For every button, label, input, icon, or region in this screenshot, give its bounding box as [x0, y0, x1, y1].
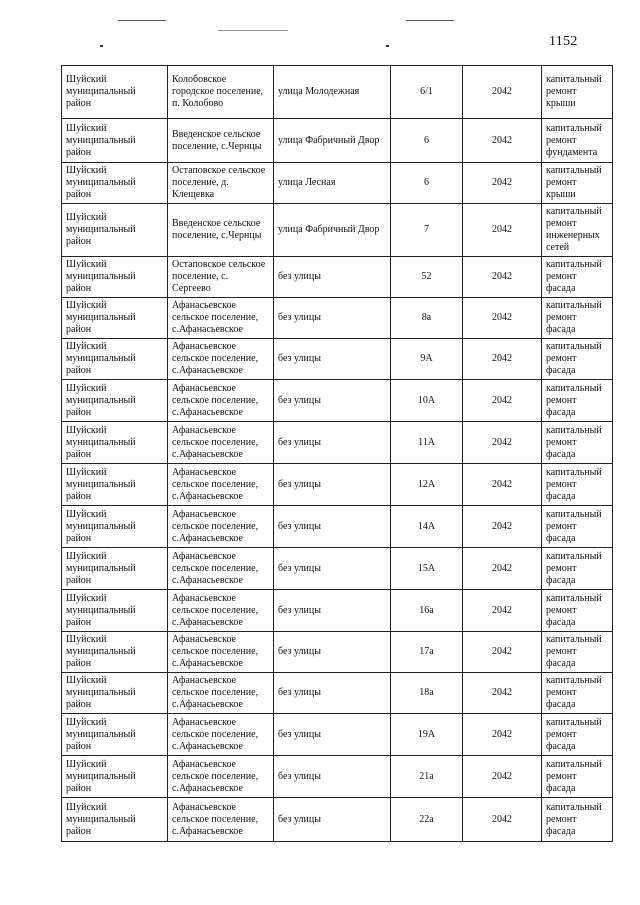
house-cell: 22а	[391, 798, 463, 842]
table-row	[62, 464, 613, 506]
work-cell: капитальный ремонт фасада	[542, 756, 613, 798]
table-row	[62, 548, 613, 590]
district-cell: Шуйский муниципальный район	[62, 714, 168, 756]
year-cell: 2042	[463, 298, 542, 339]
work-cell: капитальный ремонт фундамента	[542, 119, 613, 163]
street-cell: без улицы	[274, 798, 391, 842]
district-cell: Шуйский муниципальный район	[62, 798, 168, 842]
street-cell: без улицы	[274, 590, 391, 632]
work-cell: капитальный ремонт фасада	[542, 673, 613, 714]
table-row	[62, 590, 613, 632]
street-cell: без улицы	[274, 714, 391, 756]
settlement-cell: Афанасьевское сельское поселение, с.Афанасьевское	[168, 298, 274, 339]
street-cell: улица Лесная	[274, 163, 391, 204]
year-cell: 2042	[463, 119, 542, 163]
street-cell: без улицы	[274, 673, 391, 714]
settlement-cell: Афанасьевское сельское поселение, с.Афанасьевское	[168, 464, 274, 506]
table-row	[62, 714, 613, 756]
street-cell: без улицы	[274, 422, 391, 464]
street-cell: улица Молодежная	[274, 66, 391, 119]
table-row	[62, 163, 613, 204]
settlement-cell: Остаповское сельское поселение, с. Сергеево	[168, 257, 274, 298]
work-cell: капитальный ремонт крыши	[542, 66, 613, 119]
settlement-cell: Афанасьевское сельское поселение, с.Афанасьевское	[168, 590, 274, 632]
work-cell: капитальный ремонт инженерных сетей	[542, 204, 613, 257]
district-cell: Шуйский муниципальный район	[62, 422, 168, 464]
street-cell: без улицы	[274, 632, 391, 673]
year-cell: 2042	[463, 204, 542, 257]
street-cell: без улицы	[274, 257, 391, 298]
street-cell: без улицы	[274, 756, 391, 798]
district-cell: Шуйский муниципальный район	[62, 380, 168, 422]
street-cell: без улицы	[274, 548, 391, 590]
table-row	[62, 506, 613, 548]
district-cell: Шуйский муниципальный район	[62, 756, 168, 798]
work-cell: капитальный ремонт фасада	[542, 464, 613, 506]
table-row	[62, 673, 613, 714]
house-cell: 18а	[391, 673, 463, 714]
house-cell: 15А	[391, 548, 463, 590]
work-cell: капитальный ремонт фасада	[542, 257, 613, 298]
street-cell: улица Фабричный Двор	[274, 119, 391, 163]
year-cell: 2042	[463, 673, 542, 714]
house-cell: 7	[391, 204, 463, 257]
settlement-cell: Введенское сельское поселение, с.Чернцы	[168, 204, 274, 257]
house-cell: 6	[391, 119, 463, 163]
table-row	[62, 339, 613, 380]
street-cell: улица Фабричный Двор	[274, 204, 391, 257]
district-cell: Шуйский муниципальный район	[62, 506, 168, 548]
work-cell: капитальный ремонт крыши	[542, 163, 613, 204]
year-cell: 2042	[463, 339, 542, 380]
year-cell: 2042	[463, 632, 542, 673]
table-row	[62, 119, 613, 163]
work-cell: капитальный ремонт фасада	[542, 632, 613, 673]
year-cell: 2042	[463, 380, 542, 422]
settlement-cell: Афанасьевское сельское поселение, с.Афанасьевское	[168, 756, 274, 798]
settlement-cell: Афанасьевское сельское поселение, с.Афанасьевское	[168, 422, 274, 464]
street-cell: без улицы	[274, 380, 391, 422]
district-cell: Шуйский муниципальный район	[62, 204, 168, 257]
scan-artifact-line	[406, 20, 454, 21]
district-cell: Шуйский муниципальный район	[62, 548, 168, 590]
house-cell: 16а	[391, 590, 463, 632]
work-cell: капитальный ремонт фасада	[542, 714, 613, 756]
year-cell: 2042	[463, 548, 542, 590]
settlement-cell: Колобовское городское поселение, п. Колобово	[168, 66, 274, 119]
year-cell: 2042	[463, 714, 542, 756]
year-cell: 2042	[463, 66, 542, 119]
house-cell: 9А	[391, 339, 463, 380]
settlement-cell: Введенское сельское поселение, с.Чернцы	[168, 119, 274, 163]
house-cell: 11А	[391, 422, 463, 464]
scan-artifact-line	[218, 30, 288, 31]
work-cell: капитальный ремонт фасада	[542, 590, 613, 632]
settlement-cell: Афанасьевское сельское поселение, с.Афанасьевское	[168, 798, 274, 842]
house-cell: 19А	[391, 714, 463, 756]
street-cell: без улицы	[274, 506, 391, 548]
housing-repair-table	[61, 65, 613, 842]
table-body	[62, 66, 613, 842]
table-row	[62, 756, 613, 798]
year-cell: 2042	[463, 422, 542, 464]
work-cell: капитальный ремонт фасада	[542, 506, 613, 548]
scan-artifact-line	[118, 20, 166, 21]
district-cell: Шуйский муниципальный район	[62, 257, 168, 298]
work-cell: капитальный ремонт фасада	[542, 298, 613, 339]
house-cell: 12А	[391, 464, 463, 506]
district-cell: Шуйский муниципальный район	[62, 632, 168, 673]
district-cell: Шуйский муниципальный район	[62, 298, 168, 339]
table-row	[62, 257, 613, 298]
district-cell: Шуйский муниципальный район	[62, 339, 168, 380]
house-cell: 21а	[391, 756, 463, 798]
settlement-cell: Афанасьевское сельское поселение, с.Афанасьевское	[168, 632, 274, 673]
house-cell: 52	[391, 257, 463, 298]
district-cell: Шуйский муниципальный район	[62, 464, 168, 506]
house-cell: 8а	[391, 298, 463, 339]
table-row	[62, 422, 613, 464]
house-cell: 17а	[391, 632, 463, 673]
settlement-cell: Афанасьевское сельское поселение, с.Афанасьевское	[168, 506, 274, 548]
table-row	[62, 632, 613, 673]
house-cell: 6/1	[391, 66, 463, 119]
table-row	[62, 298, 613, 339]
scan-artifact-dot	[386, 45, 389, 47]
settlement-cell: Афанасьевское сельское поселение, с.Афанасьевское	[168, 714, 274, 756]
year-cell: 2042	[463, 464, 542, 506]
district-cell: Шуйский муниципальный район	[62, 66, 168, 119]
house-cell: 6	[391, 163, 463, 204]
settlement-cell: Афанасьевское сельское поселение, с.Афанасьевское	[168, 673, 274, 714]
district-cell: Шуйский муниципальный район	[62, 673, 168, 714]
street-cell: без улицы	[274, 464, 391, 506]
work-cell: капитальный ремонт фасада	[542, 339, 613, 380]
page-number: 1152	[549, 34, 578, 49]
scan-artifact-dot	[100, 45, 103, 47]
year-cell: 2042	[463, 590, 542, 632]
house-cell: 10А	[391, 380, 463, 422]
year-cell: 2042	[463, 163, 542, 204]
street-cell: без улицы	[274, 298, 391, 339]
work-cell: капитальный ремонт фасада	[542, 548, 613, 590]
table-row	[62, 798, 613, 842]
district-cell: Шуйский муниципальный район	[62, 590, 168, 632]
year-cell: 2042	[463, 756, 542, 798]
table-row	[62, 204, 613, 257]
table-row	[62, 66, 613, 119]
table-row	[62, 380, 613, 422]
year-cell: 2042	[463, 798, 542, 842]
settlement-cell: Остаповское сельское поселение, д. Клещевка	[168, 163, 274, 204]
district-cell: Шуйский муниципальный район	[62, 163, 168, 204]
work-cell: капитальный ремонт фасада	[542, 798, 613, 842]
year-cell: 2042	[463, 506, 542, 548]
work-cell: капитальный ремонт фасада	[542, 380, 613, 422]
settlement-cell: Афанасьевское сельское поселение, с.Афанасьевское	[168, 339, 274, 380]
settlement-cell: Афанасьевское сельское поселение, с.Афанасьевское	[168, 548, 274, 590]
house-cell: 14А	[391, 506, 463, 548]
street-cell: без улицы	[274, 339, 391, 380]
settlement-cell: Афанасьевское сельское поселение, с.Афанасьевское	[168, 380, 274, 422]
year-cell: 2042	[463, 257, 542, 298]
work-cell: капитальный ремонт фасада	[542, 422, 613, 464]
district-cell: Шуйский муниципальный район	[62, 119, 168, 163]
